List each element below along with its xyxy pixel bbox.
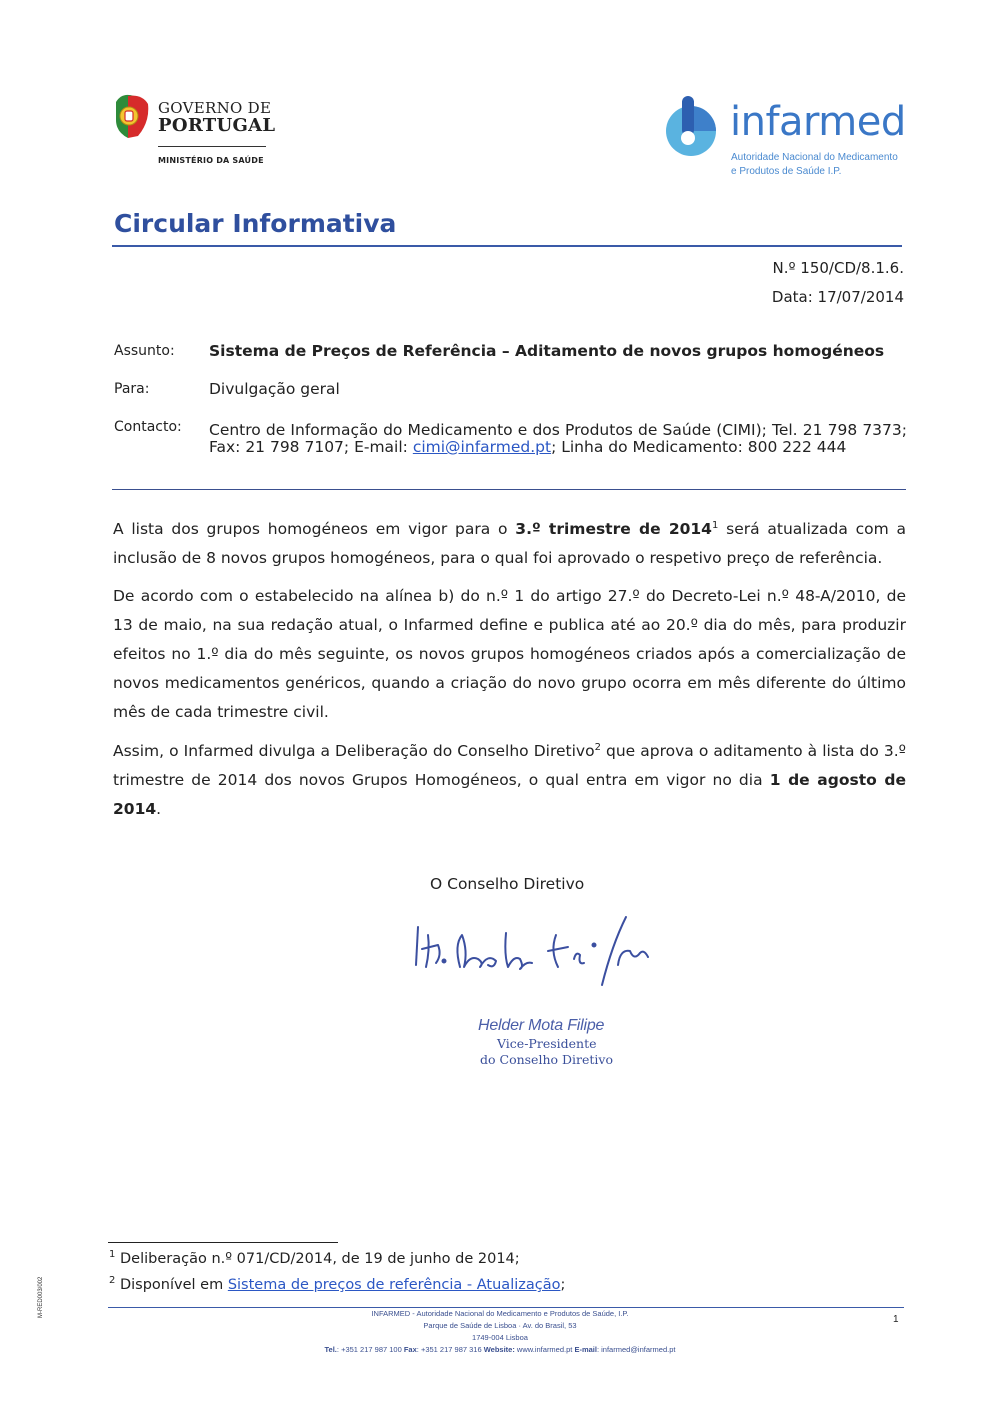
gov-logo-line2: PORTUGAL [158, 115, 276, 136]
footer-email-label: E-mail [574, 1345, 597, 1354]
infarmed-logo [662, 96, 912, 186]
footer-contacts [0, 1345, 1000, 1354]
subject-label: Assunto: [114, 343, 175, 359]
contact-value [209, 422, 907, 456]
infarmed-mark-icon [662, 96, 720, 158]
paragraph-3-text-c: . [156, 800, 162, 818]
footnote-2-text-post: ; [560, 1277, 566, 1293]
contact-text-pre: Centro de Informação do Medicamento e dos Produtos de Saúde (CIMI); Tel. 21 798 7373; Fax: 21 798 7107; E-mail: [209, 421, 907, 456]
signature-heading: O Conselho Diretivo [430, 875, 585, 893]
signatory-role-1: Vice-Presidente [497, 1036, 597, 1051]
footnote-2-link[interactable]: Sistema de preços de referência - Atualização [227, 1277, 561, 1293]
footer-divider [108, 1307, 904, 1308]
to-label: Para: [114, 381, 150, 397]
footer-fax: : +351 217 987 316 [416, 1345, 484, 1354]
paragraph-3 [113, 737, 906, 824]
header-divider [112, 489, 906, 490]
paragraph-3-bold: 1 de agosto de 2014 [113, 771, 906, 818]
contact-label: Contacto: [114, 419, 182, 435]
contact-text-post: ; Linha do Medicamento: 800 222 444 [551, 438, 847, 456]
footnote-1 [109, 1251, 520, 1267]
portugal-emblem-icon [112, 92, 150, 142]
paragraph-2: De acordo com o estabelecido na alínea b) do n.º 1 do artigo 27.º do Decreto-Lei n.º 48-A/2010, de 13 de maio, na sua redação atual, o Infarmed define e publica até ao 20.º dia do mês, para produzir efeitos no 1.º dia do mês seguinte, os novos grupos homogéneos criados após a comercialização de novos medicamentos genéricos, quando a criação do novo grupo ocorra em mês diferente do último mês de cada trimestre civil. [113, 587, 906, 721]
footnote-2 [109, 1277, 565, 1293]
gov-logo-ministry: MINISTÉRIO DA SAÚDE [158, 156, 264, 165]
footnote-1-number: 1 [109, 1249, 116, 1261]
signatory-role-2: do Conselho Diretivo [480, 1052, 614, 1067]
governo-de-portugal-logo [112, 92, 276, 172]
infarmed-tagline-1: Autoridade Nacional do Medicamento [731, 152, 898, 163]
subject-value: Sistema de Preços de Referência – Aditamento de novos grupos homogéneos [209, 342, 885, 360]
footer-line-2: Parque de Saúde de Lisboa · Av. do Brasil, 53 [423, 1321, 577, 1330]
paragraph-1-bold: 3.º trimestre de 2014 [515, 520, 712, 538]
document-title: Circular Informativa [114, 209, 397, 238]
footer-tel-label: Tel. [324, 1345, 337, 1354]
handwritten-signature [408, 905, 658, 1005]
paragraph-1-text-b: será atualizada com a inclusão de 8 novos grupos homogéneos, para o qual foi aprovado o respetivo preço de referência. [113, 520, 906, 567]
gov-logo-divider [158, 146, 266, 147]
footer-line-3: 1749-004 Lisboa [472, 1333, 528, 1342]
footer-fax-label: Fax [403, 1345, 417, 1354]
infarmed-wordmark: infarmed [730, 99, 906, 145]
contact-email-link[interactable]: cimi@infarmed.pt [412, 438, 552, 456]
page-number: 1 [893, 1314, 899, 1325]
reference-date: Data: 17/07/2014 [771, 288, 904, 306]
footer-email[interactable]: : infarmed@infarmed.pt [596, 1345, 676, 1354]
footer-website[interactable]: www.infarmed.pt [514, 1345, 575, 1354]
footer-tel: : +351 217 987 100 [336, 1345, 404, 1354]
footer-line-1: INFARMED - Autoridade Nacional do Medicamento e Produtos de Saúde, I.P. [371, 1309, 629, 1318]
signatory-name: Helder Mota Filipe [478, 1017, 605, 1034]
paragraph-3-text-a: Assim, o Infarmed divulga a Deliberação do Conselho Diretivo [113, 742, 595, 760]
footnote-1-text: Deliberação n.º 071/CD/2014, de 19 de junho de 2014; [115, 1251, 520, 1267]
title-divider [112, 245, 902, 247]
footnote-2-number: 2 [109, 1275, 116, 1287]
footer-website-label: Website: [483, 1345, 515, 1354]
document-code: M-RED003/002 [38, 1276, 44, 1318]
gov-logo-line1: GOVERNO DE [158, 99, 272, 117]
paragraph-3-text-b: que aprova o aditamento à lista do 3.º trimestre de 2014 dos novos Grupos Homogéneos, o qual entra em vigor no dia [113, 742, 906, 789]
footnote-ref-2: 2 [594, 741, 601, 753]
footnote-ref-1: 1 [711, 519, 719, 531]
infarmed-tagline-2: e Produtos de Saúde I.P. [731, 166, 842, 177]
footnote-2-text-pre: Disponível em [115, 1277, 228, 1293]
footnote-divider [108, 1242, 338, 1243]
paragraph-1 [113, 515, 906, 573]
paragraph-1-text-a: A lista dos grupos homogéneos em vigor para o [113, 520, 516, 538]
to-value: Divulgação geral [209, 380, 340, 398]
reference-number: N.º 150/CD/8.1.6. [772, 259, 904, 277]
